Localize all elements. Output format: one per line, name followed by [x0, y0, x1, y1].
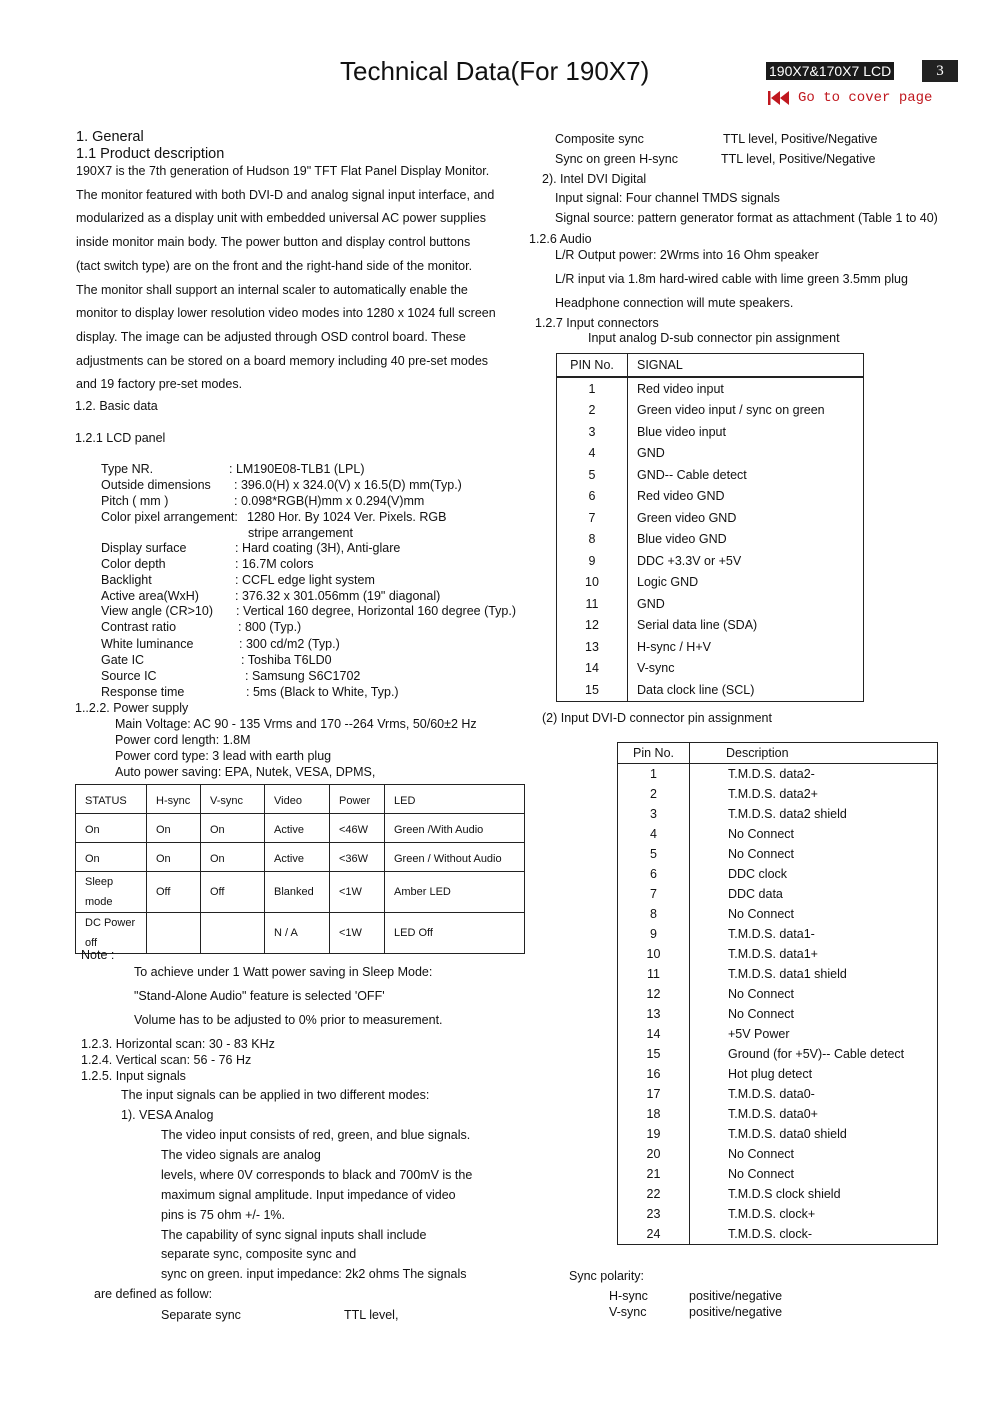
section-lcd-panel: 1.2.1 LCD panel	[75, 431, 166, 445]
pin-number: 8	[618, 904, 690, 924]
table-cell: <46W	[330, 814, 385, 843]
table-row	[618, 1164, 938, 1184]
spec-label: Color depth	[101, 557, 166, 571]
table-row	[618, 844, 938, 864]
paragraph-line: inside monitor main body. The power button and display control buttons	[76, 235, 471, 250]
table-cell: On	[201, 814, 265, 843]
pin-signal: Serial data line (SDA)	[637, 618, 758, 633]
input-modes-text: The input signals can be applied in two different modes:	[121, 1088, 430, 1102]
page-title: Technical Data(For 190X7)	[340, 56, 650, 86]
table-row	[618, 964, 938, 984]
table-row	[618, 904, 938, 924]
table-row	[618, 924, 938, 944]
intel-dvi-heading: 2). Intel DVI Digital	[542, 172, 647, 186]
spec-value: : CCFL edge light system	[235, 573, 375, 587]
dvi-pin-table	[617, 742, 938, 1245]
table-row	[618, 824, 938, 844]
pin-number: 6	[618, 864, 690, 884]
sync-on-green-label: Sync on green H-sync	[555, 152, 678, 166]
table-cell: <1W	[330, 872, 385, 913]
table-row	[557, 443, 864, 465]
table-row	[618, 1184, 938, 1204]
table-row	[557, 593, 864, 615]
pin-signal: DDC +3.3V or +5V	[637, 553, 742, 568]
table-row	[557, 679, 864, 701]
pin-signal: No Connect	[728, 1167, 795, 1181]
pin-number: 8	[557, 529, 628, 551]
table-cell	[201, 913, 265, 954]
spec-label: White luminance	[101, 637, 194, 651]
scan-line: 1.2.5. Input signals	[81, 1069, 186, 1083]
page-number: 3	[922, 60, 958, 82]
table-header-cell: STATUS	[76, 785, 147, 814]
pin-signal: T.M.D.S. data0 shield	[728, 1127, 847, 1141]
pin-number: 11	[618, 964, 690, 984]
pin-number: 21	[618, 1164, 690, 1184]
pin-number: 20	[618, 1144, 690, 1164]
table-cell: Blanked	[265, 872, 330, 913]
table-row	[557, 507, 864, 529]
table-cell: N / A	[265, 913, 330, 954]
pin-number: 16	[618, 1064, 690, 1084]
table-cell: Green /With Audio	[385, 814, 525, 843]
spec-label: Source IC	[101, 669, 157, 683]
spec-value: 1280 Hor. By 1024 Ver. Pixels. RGB	[247, 510, 447, 524]
pin-signal: Ground (for +5V)-- Cable detect	[728, 1047, 905, 1061]
pin-number: 11	[557, 593, 628, 615]
pin-number: 23	[618, 1204, 690, 1224]
vesa-line: maximum signal amplitude. Input impedance of video	[161, 1187, 456, 1202]
pin-signal: Green video GND	[637, 510, 737, 525]
vesa-analog-heading: 1). VESA Analog	[121, 1108, 214, 1122]
pin-signal: No Connect	[728, 1147, 795, 1161]
pin-signal: T.M.D.S. data1+	[728, 947, 818, 961]
table-row	[618, 1204, 938, 1224]
pin-signal: Data clock line (SCL)	[637, 682, 755, 697]
sync-on-green-value: TTL level, Positive/Negative	[721, 152, 876, 166]
pin-signal: DDC data	[728, 887, 783, 901]
pin-number: 10	[557, 572, 628, 594]
pin-number: 7	[557, 507, 628, 529]
pin-number: 17	[618, 1084, 690, 1104]
pin-number: 15	[618, 1044, 690, 1064]
table-row	[557, 615, 864, 637]
pin-number: 14	[618, 1024, 690, 1044]
table-header-cell: LED	[385, 785, 525, 814]
section-power-supply: 1..2.2. Power supply	[75, 701, 189, 715]
pin-signal: T.M.D.S. data1-	[728, 927, 815, 941]
audio-output-power: L/R Output power: 2Wrms into 16 Ohm speaker	[555, 248, 819, 262]
table-row	[557, 421, 864, 443]
table-cell: Off	[201, 872, 265, 913]
table-header-row	[618, 743, 938, 764]
paragraph-line: modularized as a display unit with embedded universal AC power supplies	[76, 211, 486, 226]
table-row	[618, 864, 938, 884]
section-basic-data: 1.2. Basic data	[75, 399, 158, 413]
table-header-row	[557, 354, 864, 378]
vesa-line: pins is 75 ohm +/- 1%.	[161, 1207, 286, 1222]
composite-sync-label: Composite sync	[555, 132, 644, 146]
table-row	[557, 636, 864, 658]
pin-signal: GND	[637, 446, 665, 461]
spec-value: : 0.098*RGB(H)mm x 0.294(V)mm	[234, 494, 425, 508]
note-line: Volume has to be adjusted to 0% prior to measurement.	[134, 1013, 443, 1027]
table-row	[618, 1064, 938, 1084]
intel-input-signal: Input signal: Four channel TMDS signals	[555, 191, 780, 205]
scan-line: 1.2.3. Horizontal scan: 30 - 83 KHz	[81, 1037, 275, 1051]
spec-label: Backlight	[101, 573, 152, 587]
audio-headphone: Headphone connection will mute speakers.	[555, 296, 794, 310]
section-general: 1. General	[76, 129, 144, 145]
pin-number: 2	[557, 400, 628, 422]
pin-number: 12	[557, 615, 628, 637]
pin-signal: T.M.D.S. data2+	[728, 787, 818, 801]
table-cell: Active	[265, 814, 330, 843]
table-cell: On	[147, 814, 201, 843]
paragraph-line: (tact switch type) are on the front and the right-hand side of the monitor.	[76, 258, 473, 273]
pin-number: 14	[557, 658, 628, 680]
table-row	[76, 843, 525, 872]
pin-number: 13	[557, 636, 628, 658]
note-label: Note :	[81, 948, 115, 962]
table-cell	[147, 913, 201, 954]
table-header-cell: Pin No.	[618, 743, 690, 764]
pin-signal: H-sync / H+V	[637, 639, 711, 654]
table-row	[557, 550, 864, 572]
pin-signal: GND	[637, 596, 665, 611]
pin-signal: Hot plug detect	[728, 1067, 813, 1081]
v-sync-polarity-label: V-sync	[609, 1305, 647, 1319]
go-to-first-icon	[768, 91, 792, 105]
pin-number: 6	[557, 486, 628, 508]
pin-number: 9	[618, 924, 690, 944]
power-line: Auto power saving: EPA, Nutek, VESA, DPMS,	[115, 765, 376, 779]
pin-number: 18	[618, 1104, 690, 1124]
pin-signal: T.M.D.S. data2 shield	[728, 807, 847, 821]
table-row	[557, 400, 864, 422]
power-line: Power cord length: 1.8M	[115, 733, 251, 747]
vesa-line: The video input consists of red, green, and blue signals.	[161, 1128, 471, 1142]
power-status-table	[75, 784, 525, 954]
pin-number: 15	[557, 679, 628, 701]
table-row	[618, 1044, 938, 1064]
table-header-cell: H-sync	[147, 785, 201, 814]
table-row	[557, 464, 864, 486]
table-row	[76, 814, 525, 843]
input-connectors-heading: 1.2.7 Input connectors	[535, 316, 659, 330]
table-cell: LED Off	[385, 913, 525, 954]
table-header-cell: SIGNAL	[628, 354, 864, 378]
spec-value: : Vertical 160 degree, Horizontal 160 degree (Typ.)	[236, 604, 517, 618]
table-cell: Green / Without Audio	[385, 843, 525, 872]
pin-number: 2	[618, 784, 690, 804]
vesa-line: The capability of sync signal inputs shall include	[161, 1227, 427, 1242]
pin-number: 13	[618, 1004, 690, 1024]
table-cell: Sleep mode	[76, 872, 147, 913]
table-row	[618, 944, 938, 964]
pin-number: 24	[618, 1224, 690, 1245]
table-header-cell: PIN No.	[557, 354, 628, 378]
table-cell: Amber LED	[385, 872, 525, 913]
spec-label: Pitch ( mm )	[101, 494, 169, 508]
pin-number: 12	[618, 984, 690, 1004]
table-row	[557, 658, 864, 680]
table-cell: On	[201, 843, 265, 872]
spec-value: : 376.32 x 301.056mm (19" diagonal)	[235, 589, 441, 603]
spec-label: Color pixel arrangement:	[101, 510, 238, 524]
paragraph-line: 190X7 is the 7th generation of Hudson 19" TFT Flat Panel Display Monitor.	[76, 164, 490, 178]
paragraph-line: adjustments can be stored on a board memory including 40 pre-set modes	[76, 353, 489, 368]
table-cell: <1W	[330, 913, 385, 954]
power-line: Main Voltage: AC 90 - 135 Vrms and 170 --264 Vrms, 50/60±2 Hz	[115, 717, 477, 731]
table-row	[618, 764, 938, 785]
pin-number: 9	[557, 550, 628, 572]
table-header-row	[76, 785, 525, 814]
h-sync-polarity-value: positive/negative	[689, 1289, 783, 1303]
table-cell: On	[76, 843, 147, 872]
table-row	[76, 913, 525, 954]
pin-signal: T.M.D.S. data0+	[728, 1107, 818, 1121]
dsub-pin-table	[556, 353, 864, 702]
pin-signal: Blue video input	[637, 424, 726, 439]
table-row	[618, 1004, 938, 1024]
spec-value: : 16.7M colors	[235, 557, 314, 571]
pin-number: 5	[557, 464, 628, 486]
table-cell: DC Power off	[76, 913, 147, 954]
note-line: To achieve under 1 Watt power saving in Sleep Mode:	[134, 965, 433, 979]
table-cell: On	[147, 843, 201, 872]
scan-line: 1.2.4. Vertical scan: 56 - 76 Hz	[81, 1053, 252, 1067]
table-row	[618, 1144, 938, 1164]
audio-heading: 1.2.6 Audio	[529, 232, 592, 246]
separate-sync-value: TTL level,	[344, 1308, 399, 1322]
pin-signal: T.M.D.S. data2-	[728, 767, 815, 781]
table-row	[618, 1224, 938, 1245]
table-row	[557, 529, 864, 551]
model-badge: 190X7&170X7 LCD	[766, 62, 894, 80]
table-row	[76, 872, 525, 913]
pin-number: 4	[618, 824, 690, 844]
table-row	[618, 1024, 938, 1044]
audio-input: L/R input via 1.8m hard-wired cable with lime green 3.5mm plug	[555, 272, 908, 286]
dvi-caption: (2) Input DVI-D connector pin assignment	[542, 711, 772, 725]
sync-polarity-heading: Sync polarity:	[569, 1269, 645, 1283]
pin-signal: No Connect	[728, 907, 795, 921]
table-row	[618, 1124, 938, 1144]
spec-label: Gate IC	[101, 653, 145, 667]
spec-value: : 5ms (Black to White, Typ.)	[246, 685, 399, 699]
spec-label: Outside dimensions	[101, 478, 211, 492]
pin-signal: DDC clock	[728, 867, 788, 881]
table-cell: <36W	[330, 843, 385, 872]
pin-number: 3	[557, 421, 628, 443]
table-header-cell: V-sync	[201, 785, 265, 814]
pin-number: 4	[557, 443, 628, 465]
table-row	[557, 377, 864, 400]
pin-number: 3	[618, 804, 690, 824]
pin-signal: T.M.D.S. data0-	[728, 1087, 815, 1101]
table-row	[618, 1084, 938, 1104]
pin-signal: T.M.D.S clock shield	[728, 1187, 841, 1201]
table-row	[618, 784, 938, 804]
pin-signal: No Connect	[728, 847, 795, 861]
table-cell: Off	[147, 872, 201, 913]
spec-label: Active area(WxH)	[101, 589, 199, 603]
pin-signal: T.M.D.S. clock+	[728, 1207, 816, 1221]
pin-number: 19	[618, 1124, 690, 1144]
dsub-caption: Input analog D-sub connector pin assignment	[588, 331, 840, 345]
pin-number: 22	[618, 1184, 690, 1204]
pin-signal: Green video input / sync on green	[637, 403, 825, 418]
spec-value: : Samsung S6C1702	[245, 669, 361, 683]
cover-link[interactable]	[768, 90, 932, 106]
table-cell: On	[76, 814, 147, 843]
table-header-cell: Description	[690, 743, 938, 764]
pin-number: 1	[618, 764, 690, 785]
pin-signal: T.M.D.S. data1 shield	[728, 967, 847, 981]
intel-signal-source: Signal source: pattern generator format as attachment (Table 1 to 40)	[555, 211, 938, 225]
power-line: Power cord type: 3 lead with earth plug	[115, 749, 332, 763]
spec-value: : LM190E08-TLB1 (LPL)	[229, 462, 365, 476]
spec-label: Response time	[101, 685, 185, 699]
spec-label: Display surface	[101, 541, 187, 555]
pin-signal: No Connect	[728, 827, 795, 841]
spec-label: View angle (CR>10)	[101, 604, 213, 618]
table-row	[557, 572, 864, 594]
vesa-line: levels, where 0V corresponds to black and 700mV is the	[161, 1167, 473, 1182]
pin-signal: +5V Power	[728, 1027, 790, 1041]
paragraph-line: and 19 factory pre-set modes.	[76, 377, 243, 392]
spec-label: Type NR.	[101, 462, 154, 476]
paragraph-line: display. The image can be adjusted through OSD control board. These	[76, 329, 466, 344]
pin-signal: V-sync	[637, 661, 675, 676]
cover-link-label: Go to cover page	[798, 90, 933, 106]
paragraph-line: The monitor featured with both DVI-D and analog signal input interface, and	[76, 187, 495, 202]
v-sync-polarity-value: positive/negative	[689, 1305, 783, 1319]
spec-value: : Toshiba T6LD0	[241, 653, 332, 667]
spec-value: : 300 cd/m2 (Typ.)	[239, 637, 340, 651]
defined-text: are defined as follow:	[94, 1287, 213, 1301]
spec-label: Contrast ratio	[101, 620, 177, 634]
table-header-cell: Power	[330, 785, 385, 814]
spec-value: : 800 (Typ.)	[238, 620, 302, 634]
pin-signal: Blue video GND	[637, 532, 727, 547]
pin-signal: T.M.D.S. clock-	[728, 1227, 813, 1241]
table-row	[618, 1104, 938, 1124]
table-row	[618, 884, 938, 904]
table-row	[618, 804, 938, 824]
paragraph-line: monitor to display lower resolution video modes into 1280 x 1024 full screen	[76, 306, 496, 321]
pin-number: 7	[618, 884, 690, 904]
table-cell: Active	[265, 843, 330, 872]
pin-signal: Red video GND	[637, 489, 725, 504]
pin-number: 5	[618, 844, 690, 864]
vesa-line: separate sync, composite sync and	[161, 1247, 357, 1262]
composite-sync-value: TTL level, Positive/Negative	[723, 132, 878, 146]
vesa-line: The video signals are analog	[161, 1147, 321, 1162]
pin-signal: GND-- Cable detect	[637, 467, 747, 482]
spec-value: : 396.0(H) x 324.0(V) x 16.5(D) mm(Typ.)	[234, 478, 462, 492]
table-row	[618, 984, 938, 1004]
separate-sync-label: Separate sync	[161, 1308, 241, 1322]
pin-signal: No Connect	[728, 987, 795, 1001]
paragraph-line: The monitor shall support an internal scaler to automatically enable the	[76, 282, 468, 297]
pin-number: 1	[557, 377, 628, 400]
vesa-line: sync on green. input impedance: 2k2 ohms The signals	[161, 1267, 467, 1282]
h-sync-polarity-label: H-sync	[609, 1289, 648, 1303]
pin-signal: Logic GND	[637, 575, 699, 590]
pin-number: 10	[618, 944, 690, 964]
section-product-description: 1.1 Product description	[76, 146, 225, 162]
spec-value: : Hard coating (3H), Anti-glare	[235, 541, 401, 555]
spec-value: stripe arrangement	[248, 526, 353, 540]
table-header-cell: Video	[265, 785, 330, 814]
pin-signal: No Connect	[728, 1007, 795, 1021]
note-line: "Stand-Alone Audio" feature is selected 'OFF'	[134, 989, 385, 1003]
pin-signal: Red video input	[637, 381, 724, 396]
table-row	[557, 486, 864, 508]
